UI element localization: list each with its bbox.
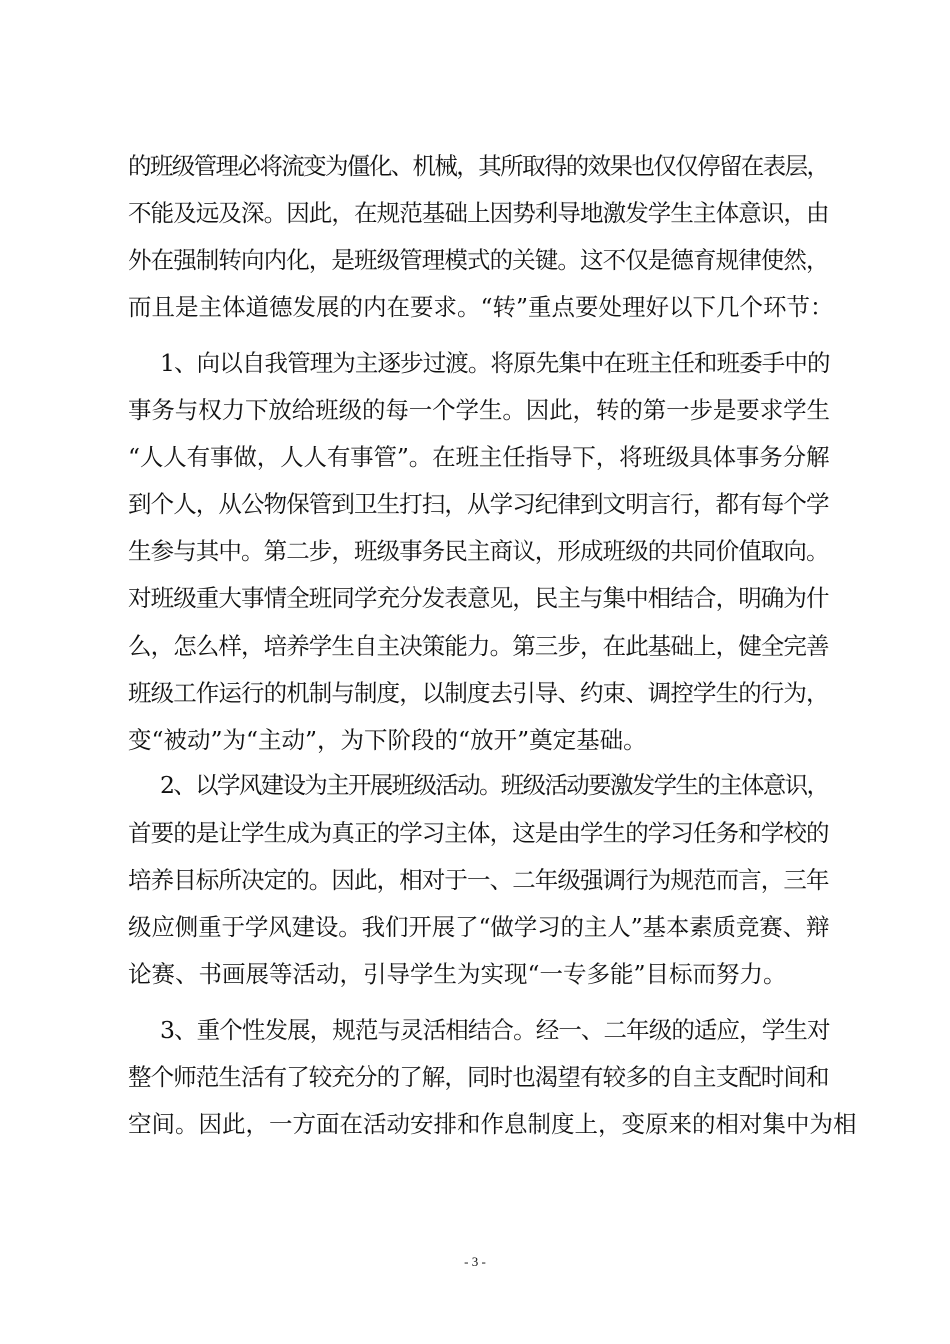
text-line: 论赛、书画展等活动，引导学生为实现“一专多能”目标而努力。 — [128, 960, 787, 988]
text-line: 生参与其中。第二步，班级事务民主商议，形成班级的共同价值取向。 — [128, 537, 829, 565]
text-line: 变“被动”为“主动”，为下阶段的“放开”奠定基础。 — [128, 726, 647, 754]
text-line: 么，怎么样，培养学生自主决策能力。第三步，在此基础上，健全完善 — [128, 632, 829, 660]
text-line: 1、向以自我管理为主逐步过渡。将原先集中在班主任和班委手中的 — [160, 349, 830, 377]
text-line: 级应侧重于学风建设。我们开展了“做学习的主人”基本素质竞赛、辩 — [128, 913, 830, 941]
text-line: 首要的是让学生成为真正的学习主体，这是由学生的学习任务和学校的 — [128, 819, 829, 847]
text-line: 3、重个性发展，规范与灵活相结合。经一、二年级的适应，学生对 — [160, 1016, 830, 1044]
text-line: 到个人，从公物保管到卫生打扫，从学习纪律到文明言行，都有每个学 — [128, 490, 829, 518]
text-line: 的班级管理必将流变为僵化、机械，其所取得的效果也仅仅停留在表层， — [128, 152, 829, 180]
text-line: 2、以学风建设为主开展班级活动。班级活动要激发学生的主体意识， — [160, 771, 829, 799]
text-line: 培养目标所决定的。因此，相对于一、二年级强调行为规范而言，三年 — [128, 866, 829, 894]
text-line: 班级工作运行的机制与制度，以制度去引导、约束、调控学生的行为， — [128, 679, 829, 707]
text-line: 整个师范生活有了较充分的了解，同时也渴望有较多的自主支配时间和 — [128, 1063, 829, 1091]
text-line: 对班级重大事情全班同学充分发表意见，民主与集中相结合，明确为什 — [128, 584, 829, 612]
text-line: 外在强制转向内化，是班级管理模式的关键。这不仅是德育规律使然， — [128, 246, 829, 274]
text-line: 而且是主体道德发展的内在要求。“转”重点要处理好以下几个环节： — [128, 293, 834, 321]
text-line: “人人有事做，人人有事管”。在班主任指导下，将班级具体事务分解 — [128, 443, 830, 471]
page-number: - 3 - — [464, 1254, 486, 1269]
text-line: 空间。因此，一方面在活动安排和作息制度上，变原来的相对集中为相 — [128, 1110, 857, 1138]
text-line: 不能及远及深。因此，在规范基础上因势利导地激发学生主体意识，由 — [128, 199, 829, 227]
text-line: 事务与权力下放给班级的每一个学生。因此，转的第一步是要求学生 — [128, 396, 830, 424]
